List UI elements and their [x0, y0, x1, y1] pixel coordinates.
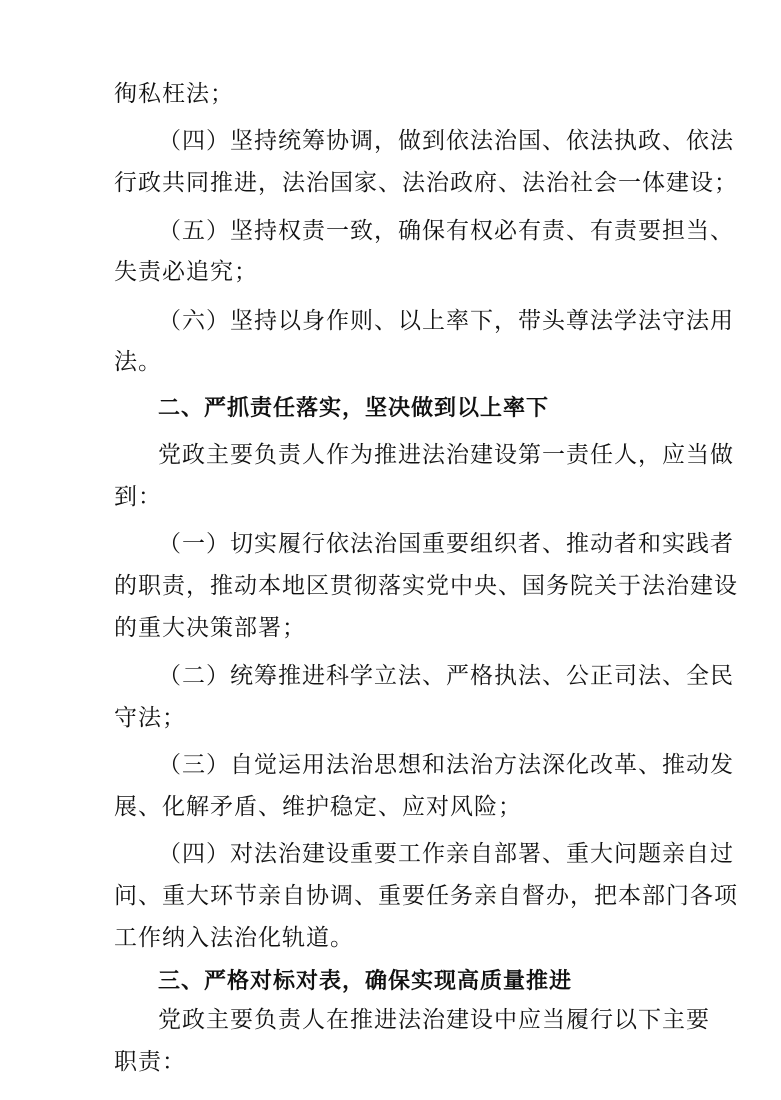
- paragraph-line: 工作纳入法治化轨道。: [114, 924, 354, 951]
- paragraph-line: 守法；: [114, 704, 186, 731]
- paragraph-line: （一）切实履行依法治国重要组织者、推动者和实践者: [158, 531, 734, 558]
- paragraph-line: 的职责，推动本地区贯彻落实党中央、国务院关于法治建设: [114, 572, 738, 599]
- paragraph-line: 法。: [114, 349, 162, 376]
- paragraph-line: （五）坚持权责一致，确保有权必有责、有责要担当、: [158, 218, 734, 245]
- paragraph-line: 徇私枉法；: [114, 81, 234, 107]
- paragraph-line: （四）坚持统筹协调，做到依法治国、依法执政、依法: [158, 128, 734, 155]
- paragraph-line: （三）自觉运用法治思想和法治方法深化改革、推动发: [158, 752, 734, 778]
- section-heading: 三、严格对标对表，确保实现高质量推进: [158, 969, 573, 995]
- paragraph-line: 党政主要负责人在推进法治建设中应当履行以下主要: [158, 1007, 710, 1034]
- paragraph-line: 问、重大环节亲自协调、重要任务亲自督办，把本部门各项: [114, 882, 738, 909]
- paragraph-line: 的重大决策部署；: [114, 614, 306, 641]
- paragraph-line: 到：: [114, 483, 162, 510]
- paragraph-line: （二）统筹推进科学立法、严格执法、公正司法、全民: [158, 662, 734, 689]
- paragraph-line: 党政主要负责人作为推进法治建设第一责任人，应当做: [158, 442, 734, 468]
- paragraph-line: 失责必追究；: [114, 259, 258, 286]
- paragraph-line: 展、化解矛盾、维护稳定、应对风险；: [114, 793, 522, 820]
- section-heading: 二、严抓责任落实，坚决做到以上率下: [158, 395, 550, 421]
- paragraph-line: （四）对法治建设重要工作亲自部署、重大问题亲自过: [158, 841, 734, 868]
- paragraph-line: 职责：: [114, 1049, 186, 1075]
- paragraph-line: （六）坚持以身作则、以上率下，带头尊法学法守法用: [158, 307, 734, 334]
- paragraph-line: 行政共同推进，法治国家、法治政府、法治社会一体建设；: [114, 170, 738, 197]
